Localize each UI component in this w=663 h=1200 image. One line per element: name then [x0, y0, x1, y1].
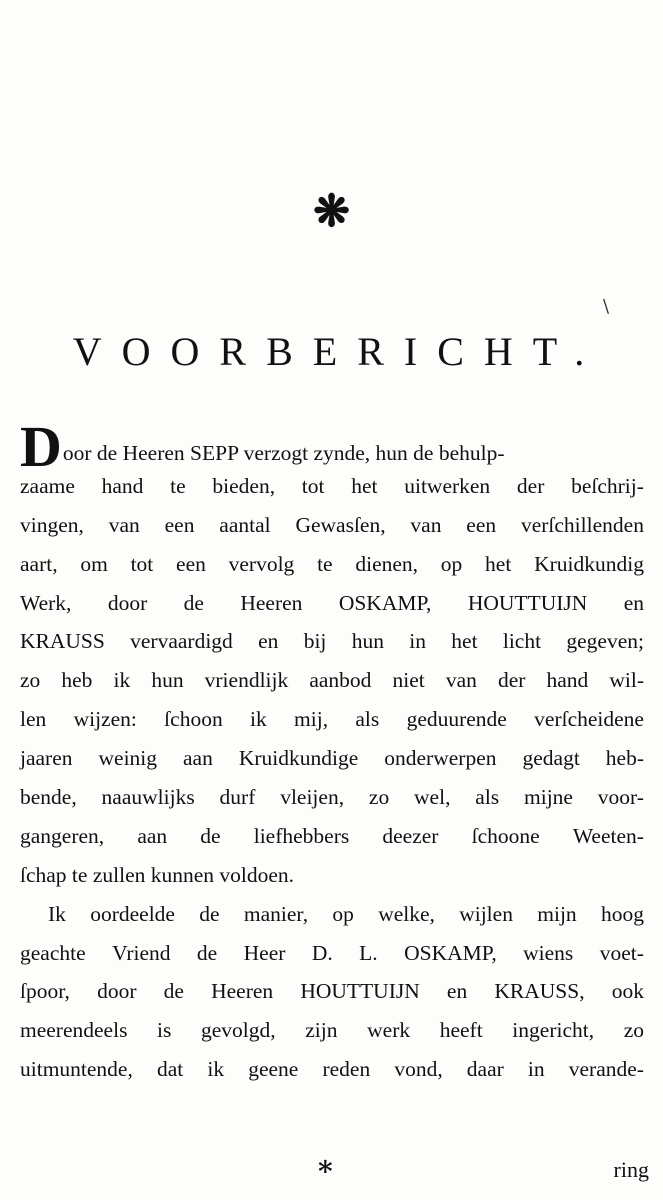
ornament-star: ❋ [313, 186, 350, 237]
text-line-content: oor de Heeren SEPP verzogt zynde, hun de behulp- [62, 441, 505, 465]
text-line: uitmuntende, dat ik geene reden vond, daar in verande- [20, 1057, 644, 1082]
text-line: jaaren weinig aan Kruidkundige onderwerpen gedagt heb- [20, 746, 644, 771]
text-line: bende, naauwlijks durf vleijen, zo wel, als mijne voor- [20, 785, 644, 810]
text-line: ſpoor, door de Heeren HOUTTUIJN en KRAUSS, ook [20, 979, 644, 1004]
text-line: gangeren, aan de liefhebbers deezer ſchoone Weeten- [20, 823, 644, 848]
text-line: len wijzen: ſchoon ik mij, als geduurende verſcheidene [20, 707, 644, 732]
text-line: meerendeels is gevolgd, zijn werk heeft ingericht, zo [20, 1018, 644, 1043]
text-line: zaame hand te bieden, tot het uitwerken der beſchrij- [20, 473, 644, 498]
text-line: geachte Vriend de Heer D. L. OSKAMP, wiens voet- [20, 940, 644, 965]
drop-cap: D [20, 414, 62, 479]
text-line: vingen, van een aantal Gewasſen, van een verſchillenden [20, 512, 644, 537]
text-line: ſchap te zullen kunnen voldoen. [20, 862, 295, 887]
stray-mark: \ [603, 296, 610, 317]
text-line: zo heb ik hun vriendlijk aanbod niet van der hand wil- [20, 668, 644, 693]
page-title: VOORBERICHT. [72, 329, 605, 374]
page-footer [0, 1155, 663, 1191]
text-line: aart, om tot een vervolg te dienen, op het Kruidkundig [20, 551, 644, 576]
signature-mark: * [318, 1155, 333, 1188]
text-line: Ik oordeelde de manier, op welke, wijlen mijn hoog [48, 901, 644, 926]
text-line: Werk, door de Heeren OSKAMP, HOUTTUIJN en [20, 590, 644, 615]
text-line: KRAUSS vervaardigd en bij hun in het licht gegeven; [20, 629, 644, 654]
body-text [20, 414, 644, 1089]
catchword: ring [613, 1157, 649, 1182]
text-line [20, 414, 644, 479]
